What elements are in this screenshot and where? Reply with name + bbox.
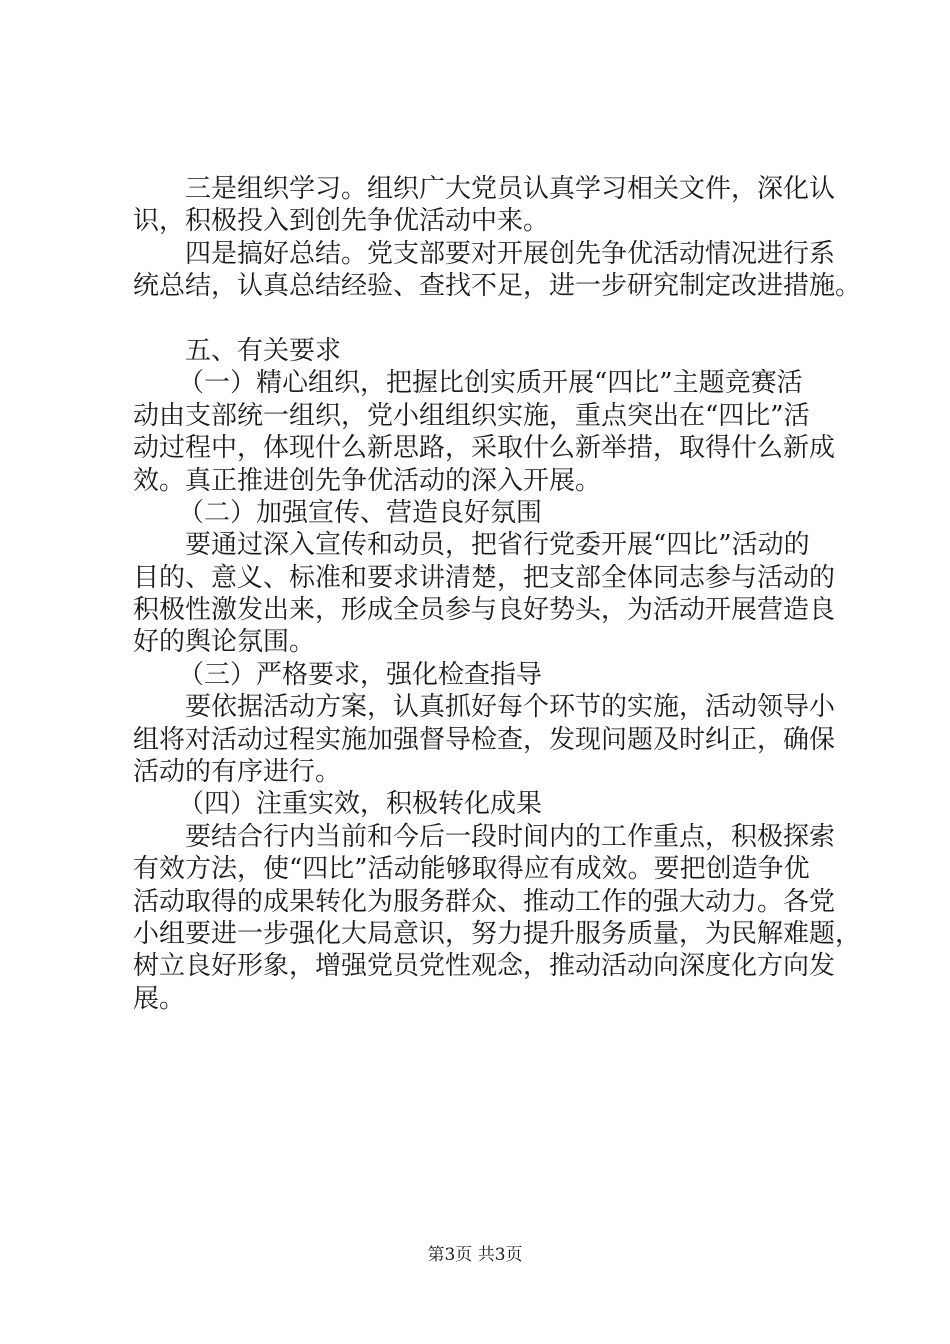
- subsection-heading: （四）注重实效，积极转化成果: [178, 789, 543, 820]
- paragraph-line: 树立良好形象，增强党员党性观念，推动活动向深度化方向发: [133, 951, 836, 982]
- subsection-heading: （二）加强宣传、营造良好氛围: [178, 497, 543, 528]
- blank-line: [133, 303, 853, 335]
- paragraph-line: 活动的有序进行。: [133, 757, 342, 788]
- paragraph-line: 要依据活动方案，认真抓好每个环节的实施，活动领导小: [185, 692, 836, 723]
- paragraph-line: 要通过深入宣传和动员，把省行党委开展“四比”活动的: [185, 530, 810, 561]
- paragraph-line: 好的舆论氛围。: [133, 627, 316, 658]
- paragraph-line: 三是组织学习。组织广大党员认真学习相关文件，深化认: [185, 174, 836, 204]
- paragraph-line: 组将对活动过程实施加强督导检查，发现问题及时纠正，确保: [133, 724, 836, 755]
- paragraph-line: 要结合行内当前和今后一段时间内的工作重点，积极探索: [185, 821, 836, 852]
- section-heading: 五、有关要求: [185, 335, 342, 366]
- paragraph-line: 展。: [133, 983, 186, 1014]
- paragraph-line: 动由支部统一组织，党小组组织实施，重点突出在“四比”活: [133, 400, 810, 431]
- paragraph-line: 小组要进一步强化大局意识，努力提升服务质量，为民解难题，: [133, 918, 862, 949]
- paragraph-line: 识，积极投入到创先争优活动中来。: [133, 206, 550, 237]
- page-number-footer: 第3页 共3页: [427, 1245, 523, 1265]
- document-body: [133, 173, 862, 1015]
- paragraph-line: 统总结，认真总结经验、查找不足，进一步研究制定改进措施。: [133, 271, 862, 302]
- paragraph-line: 积极性激发出来，形成全员参与良好势头，为活动开展营造良: [133, 595, 836, 626]
- paragraph-line: 效。真正推进创先争优活动的深入开展。: [133, 465, 602, 496]
- subsection-heading: （三）严格要求，强化检查指导: [178, 659, 543, 690]
- paragraph-line: 动过程中，体现什么新思路，采取什么新举措，取得什么新成: [133, 433, 836, 464]
- paragraph-line: 活动取得的成果转化为服务群众、推动工作的强大动力。各党: [133, 886, 836, 917]
- paragraph-line: 四是搞好总结。党支部要对开展创先争优活动情况进行系: [185, 238, 836, 269]
- subsection-heading: （一）精心组织，把握比创实质开展“四比”主题竞赛活: [178, 368, 803, 399]
- paragraph-line: 有效方法，使“四比”活动能够取得应有成效。要把创造争优: [133, 854, 810, 885]
- paragraph-line: 目的、意义、标准和要求讲清楚，把支部全体同志参与活动的: [133, 562, 836, 593]
